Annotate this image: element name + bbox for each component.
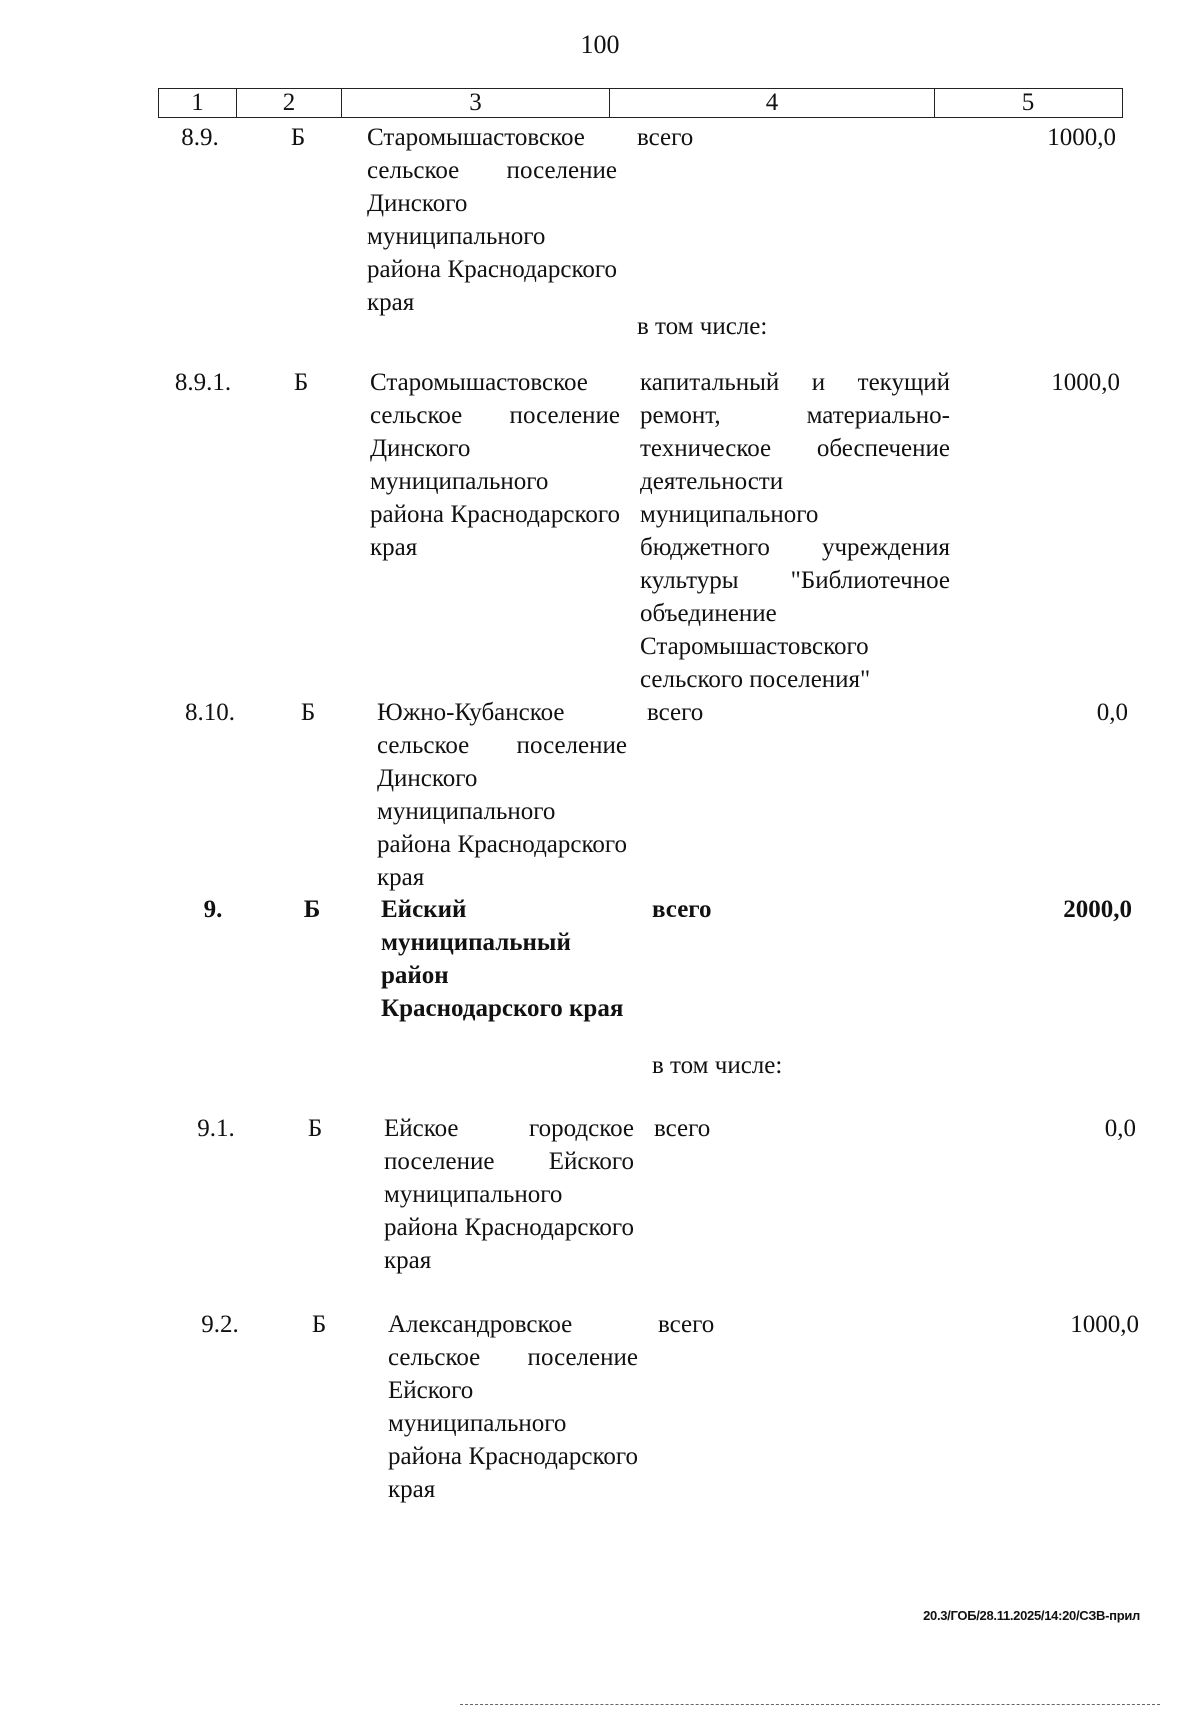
row-purpose: всего xyxy=(658,1311,715,1338)
including-label: в том числе: xyxy=(652,1052,783,1079)
row-number: 9. xyxy=(203,896,223,923)
row-amount: 1000,0 xyxy=(1051,369,1120,396)
table-header xyxy=(158,88,1123,118)
row-recipient: Ейский муниципальный район Краснодарского края xyxy=(381,896,624,1022)
row-purpose: всего xyxy=(647,699,704,726)
row-purpose: всего xyxy=(637,124,694,151)
row-recipient: Старомышастовское сельское поселение Динского муниципального района Краснодарского края xyxy=(367,124,617,316)
row-amount: 0,0 xyxy=(1104,1115,1136,1142)
including-label: в том числе: xyxy=(637,313,768,340)
row-category: Б xyxy=(293,369,309,396)
header-col-4: 4 xyxy=(610,89,935,117)
row-recipient: Ейское городское поселение Ейского муниципального района Краснодарского края xyxy=(384,1115,634,1274)
row-category: Б xyxy=(307,1115,323,1142)
row-purpose: всего xyxy=(652,896,712,923)
row-number: 8.10. xyxy=(185,699,235,726)
document-footer-code: 20.3/ГОБ/28.11.2025/14:20/СЗВ-прил xyxy=(923,1608,1140,1623)
row-number: 8.9.1. xyxy=(174,369,232,396)
row-amount: 1000,0 xyxy=(1047,124,1116,151)
row-recipient: Александровское сельское поселение Ейского муниципального района Краснодарского края xyxy=(388,1311,638,1503)
row-category: Б xyxy=(300,699,316,726)
row-amount: 2000,0 xyxy=(1063,896,1132,923)
row-number: 9.2. xyxy=(201,1311,239,1338)
row-category: Б xyxy=(290,124,306,151)
header-col-2: 2 xyxy=(237,89,342,117)
row-amount: 1000,0 xyxy=(1070,1311,1139,1338)
page-number: 100 xyxy=(580,30,620,59)
bottom-divider xyxy=(460,1704,1160,1705)
row-purpose: всего xyxy=(654,1115,711,1142)
header-col-1: 1 xyxy=(159,89,237,117)
row-number: 9.1. xyxy=(197,1115,235,1142)
row-purpose: капитальный и текущий ремонт, материально-техническое обеспечение деятельности муниципального бюджетного учреждения культуры "Библиотечное объединение Старомышастовского сельского поселения" xyxy=(640,369,950,693)
header-col-5: 5 xyxy=(1021,89,1035,116)
row-category: Б xyxy=(303,896,321,923)
header-col-3: 3 xyxy=(342,89,610,117)
row-number: 8.9. xyxy=(181,124,219,151)
row-recipient: Старомышастовское сельское поселение Динского муниципального района Краснодарского края xyxy=(370,369,620,561)
row-category: Б xyxy=(311,1311,327,1338)
row-amount: 0,0 xyxy=(1096,699,1128,726)
row-recipient: Южно-Кубанское сельское поселение Динского муниципального района Краснодарского края xyxy=(377,699,627,891)
